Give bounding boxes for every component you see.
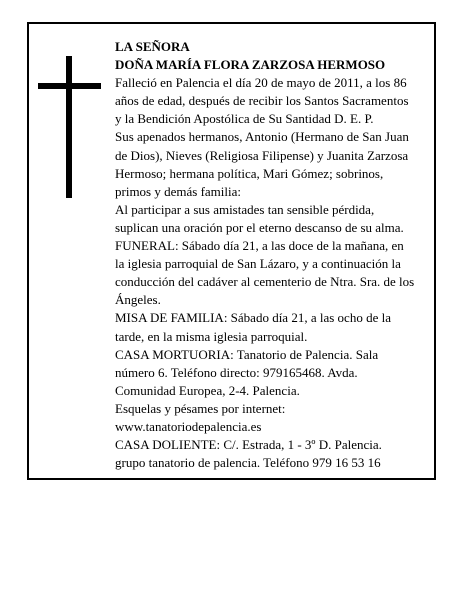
- cross-icon-bar: [38, 83, 101, 89]
- family-mourners: Sus apenados hermanos, Antonio (Hermano de San Juan de Dios), Nieves (Religiosa Filipense) y Juanita Zarzosa Hermoso; hermana política, Mari Gómez; sobrinos, primos y demás familia:: [115, 129, 409, 199]
- online-condolences: Esquelas y pésames por internet: www.tanatoriodepalencia.es: [115, 400, 286, 434]
- family-home-address: CASA DOLIENTE: C/. Estrada, 1 - 3º D. Palencia.: [115, 437, 382, 453]
- obituary-text: [115, 38, 415, 472]
- prayer-request: Al participar a sus amistades tan sensible pérdida, suplican una oración por el eterno descanso de su alma.: [115, 201, 404, 235]
- death-details: Falleció en Palencia el día 20 de mayo de 2011, a los 86 años de edad, después de recibir los Santos Sacramentos y la Bendición Apostólica de Su Santidad D. E. P.: [115, 75, 409, 127]
- funeral-home-info: CASA MORTUORIA: Tanatorio de Palencia. Sala número 6. Teléfono directo: 979165468. Avda. Comunidad Europea, 2-4. Palencia.: [115, 346, 379, 398]
- cross-icon: [66, 56, 72, 198]
- deceased-name: DOÑA MARÍA FLORA ZARZOSA HERMOSO: [115, 57, 386, 73]
- funeral-info: FUNERAL: Sábado día 21, a las doce de la mañana, en la iglesia parroquial de San Lázaro, y a continuación la conducción del cadáver al cementerio de Ntra. Sra. de los Ángeles.: [115, 238, 415, 308]
- funeral-group-contact: grupo tanatorio de palencia. Teléfono 979 16 53 16: [115, 455, 381, 471]
- notice-title: LA SEÑORA: [115, 39, 190, 54]
- family-mass-info: MISA DE FAMILIA: Sábado día 21, a las ocho de la tarde, en la misma iglesia parroquial.: [115, 310, 391, 344]
